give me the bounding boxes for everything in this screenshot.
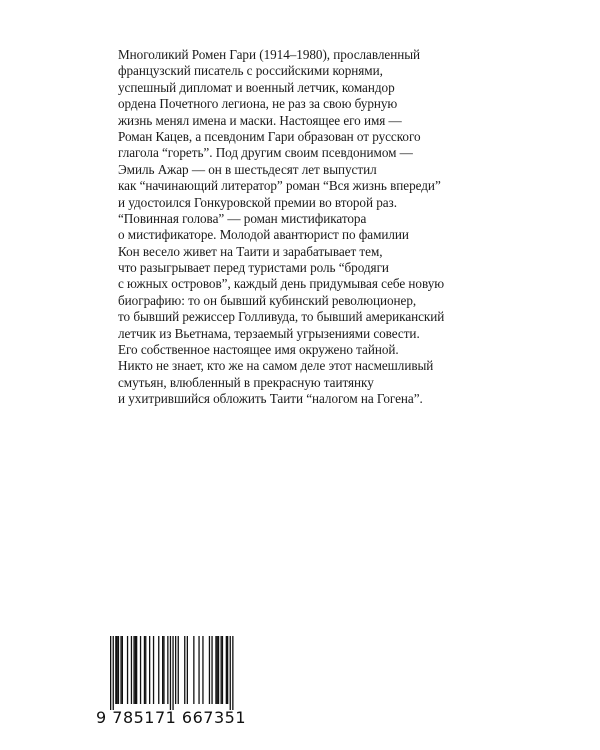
blurb-line: глагола “гореть”. Под другим своим псевдонимом — [118, 145, 413, 161]
barcode-bar [135, 636, 136, 704]
blurb-line: французский писатель с российскими корнями, [118, 63, 383, 79]
barcode-bar [175, 636, 176, 704]
blurb-line: то бывший режиссер Голливуда, то бывший американский [118, 309, 445, 325]
barcode-bar [217, 636, 218, 704]
barcode-bar [149, 636, 150, 704]
barcode-bar [117, 636, 118, 704]
barcode-bar [167, 636, 168, 704]
blurb-line: ордена Почетного легиона, не раз за свою бурную [118, 96, 398, 112]
barcode-bar [158, 636, 159, 704]
blurb-line: что разыгрывает перед туристами роль “бродяги [118, 260, 389, 276]
isbn-barcode [96, 636, 247, 728]
blurb-line: Эмиль Ажар — он в шестьдесят лет выпустил [118, 161, 377, 177]
barcode-bar [172, 636, 173, 710]
blurb-line: о мистификаторе. Молодой авантюрист по фамилии [118, 227, 409, 243]
barcode-bar [140, 636, 141, 704]
blurb-line: с южных островов”, каждый день придумывая себе новую [118, 276, 445, 292]
barcode-bar [127, 636, 128, 704]
barcode-bar [178, 636, 179, 704]
blurb-line: Роман Кацев, а псевдоним Гари образован от русского [118, 128, 421, 144]
blurb-line: жизнь менял имена и маски. Настоящее его имя — [118, 112, 402, 128]
barcode-bar [230, 636, 231, 710]
barcode-bar [115, 636, 116, 704]
blurb-line: биографию: то он бывший кубинский революционер, [118, 292, 417, 308]
barcode-bar [227, 636, 228, 704]
barcode-bar [184, 636, 185, 704]
barcode-bar [218, 636, 219, 704]
barcode-bar [170, 636, 171, 710]
barcode-bar [226, 636, 227, 704]
barcode-bar [193, 636, 194, 704]
barcode-bar [187, 636, 188, 704]
barcode-bar [221, 636, 222, 704]
barcode-bar [131, 636, 132, 704]
barcode-bar [198, 636, 199, 704]
blurb-line: и ухитрившийся обложить Таити “налогом на Гогена”. [118, 391, 423, 407]
blurb-line: летчик из Вьетнама, терзаемый угрызениями совести. [118, 325, 420, 341]
barcode-bar [110, 636, 111, 710]
barcode-bar [215, 636, 216, 704]
barcode-bar [122, 636, 123, 704]
barcode-bar [133, 636, 134, 704]
blurb-line: смутьян, влюбленный в прекрасную таитянку [118, 374, 374, 390]
barcode-bar [209, 636, 210, 704]
barcode-bar [145, 636, 146, 704]
barcode-bar [118, 636, 119, 704]
barcode-bar [163, 636, 164, 704]
barcode-bars [96, 636, 236, 710]
blurb-line: Никто не знает, кто же на самом деле этот насмешливый [118, 358, 434, 374]
blurb-line: Многоликий Ромен Гари (1914–1980), прославленный [118, 47, 421, 62]
blurb-line: как “начинающий литератор” роман “Вся жизнь впереди” [118, 178, 441, 194]
blurb-line: Кон весело живет на Таити и зарабатывает тем, [118, 243, 383, 259]
barcode-bar [232, 636, 233, 710]
book-blurb [118, 47, 448, 408]
blurb-line: успешный дипломат и военный летчик, командор [118, 79, 395, 95]
blurb-line: и удостоился Гонкуровской премии во второй раз. [118, 194, 397, 210]
barcode-bar [136, 636, 137, 704]
barcode-bar [222, 636, 223, 704]
barcode-bar [153, 636, 154, 704]
blurb-line: “Повинная голова” — роман мистификатора [118, 210, 367, 226]
barcode-bar [211, 636, 212, 704]
barcode-bar [144, 636, 145, 704]
barcode-bar [113, 636, 114, 710]
isbn-number: 9 785171 667351 [96, 708, 247, 727]
barcode-bar [162, 636, 163, 704]
barcode-bar [202, 636, 203, 704]
blurb-line: Его собственное настоящее имя окружено тайной. [118, 342, 399, 358]
barcode-bar [120, 636, 121, 704]
